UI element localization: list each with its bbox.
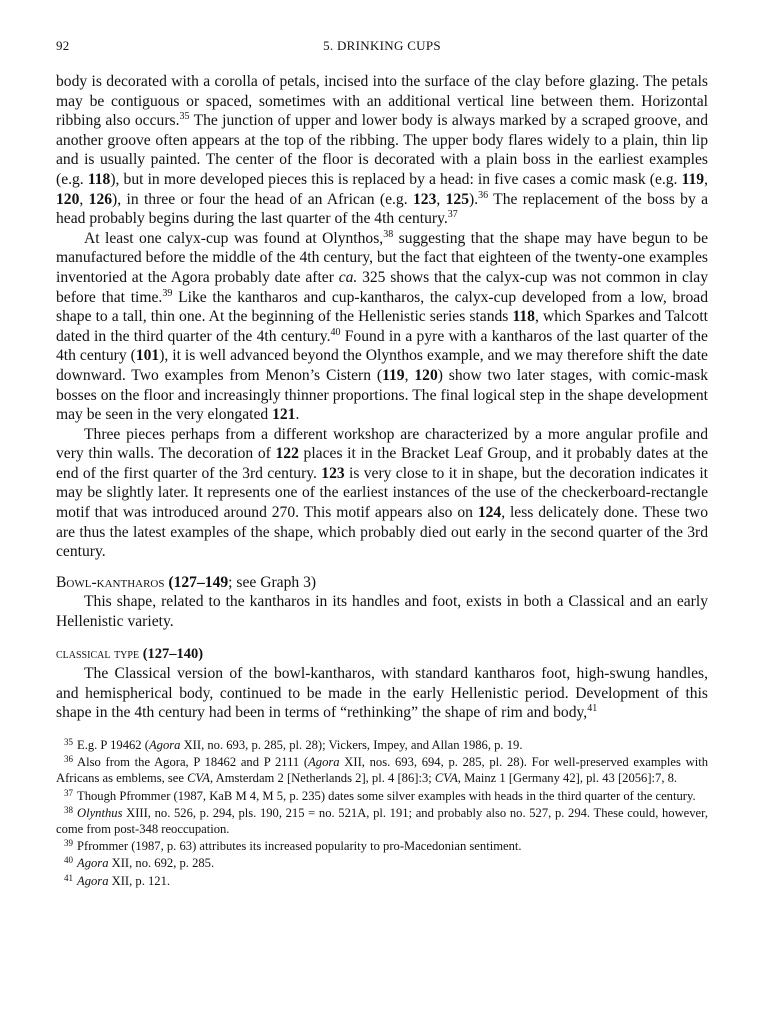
footnote-number: 41: [64, 872, 73, 883]
footnote-text: Also from the Agora, P 18462 and P 2111 (Agora XII, nos. 693, 694, p. 285, pl. 28). For well-preserved examples with Africans as emblems, see CVA, Amsterdam 2 [Netherlands 2], pl. 4 [86]:3; CVA, Mainz 1 [Germany 42], pl. 43 [2056]:7, 8.: [56, 755, 709, 786]
footnote-number: 36: [64, 754, 73, 765]
footnote-number: 39: [64, 838, 73, 849]
footnote: [56, 855, 708, 871]
footnote-number: 37: [64, 787, 73, 798]
footnote-number: 38: [64, 804, 73, 815]
chapter-title: 5. DRINKING CUPS: [323, 38, 441, 53]
footnote-text: Pfrommer (1987, p. 63) attributes its increased popularity to pro-Macedonian sentiment.: [77, 839, 522, 854]
footnote: [56, 754, 708, 786]
section-heading-range: (127–149: [168, 573, 229, 591]
footnote-number: 40: [64, 855, 73, 866]
footnote: [56, 805, 708, 837]
paragraph: Three pieces perhaps from a different workshop are characterized by a more angular profile and very thin walls. The decoration of 122 places it in the Bracket Leaf Group, and it probably dates at the end of the first quarter of the 3rd century. 123 is very close to it in shape, but the decoration indicates it may be slightly later. It represents one of the earliest instances of the use of the checkerboard-rectangle motif that was introduced around 270. This motif appears also on 124, less delicately done. These two are thus the latest examples of the shape, which probably died out early in the second quarter of the 3rd century.: [56, 425, 709, 561]
footnote-number: 35: [64, 737, 73, 747]
section-paragraph: This shape, related to the kantharos in its handles and foot, exists in both a Classical and an early Hellenistic variety.: [56, 593, 708, 631]
paragraph: body is decorated with a corolla of petals, incised into the surface of the clay before glazing. The petals may be contiguous or spaced, sometimes with an additional vertical line between them. Horizontal ribbing also occurs.$^{35}$ The junction of upper and lower body is always marked by a scraped groove, and another groove often appears at the top of the ribbing. The upper body flares widely to a plain, thin lip and is usually painted. The center of the floor is decorated with a plain boss in the earliest examples (e.g. 118), but in more developed pieces this is replaced by a head: in five cases a comic mask (e.g. 119, 120, 126), in three or four the head of an African (e.g. 123, 125).$^{36}$ The replacement of the boss by a head probably begins during the last quarter of the 4th century.$^{37}$: [56, 73, 709, 228]
footnote-text: Agora XII, no. 692, p. 285.: [77, 856, 215, 871]
main-text: [56, 72, 708, 723]
section-heading-rest: ; see Graph 3): [228, 573, 317, 591]
footnote-text: E.g. P 19462 (Agora XII, no. 693, p. 285, pl. 28); Vickers, Impey, and Allan 1986, p. 19.: [77, 738, 523, 752]
footnotes: [56, 737, 708, 889]
subsection-heading-range: (127–140): [142, 645, 204, 662]
section-heading-label: Bowl-kantharos: [56, 573, 165, 591]
subsection-heading-label: classical type: [56, 645, 140, 662]
footnote: [56, 838, 708, 854]
subsection-heading: [56, 645, 708, 665]
paragraph: At least one calyx-cup was found at Olynthos,$^{38}$ suggesting that the shape may have begun to be manufactured before the middle of the 4th century, but the fact that eighteen of the twenty-one examples inventoried at the Agora probably date after ca. 325 shows that the calyx-cup was not common in clay before that time.$^{39}$ Like the kantharos and cup-kantharos, the calyx-cup developed from a low, broad shape to a tall, thin one. At the beginning of the Hellenistic series stands 118, which Sparkes and Talcott dated in the third quarter of the 4th century.$^{40}$ Found in a pyre with a kantharos of the last quarter of the 4th century (101), it is well advanced beyond the Olynthos example, and we may therefore shift the date downward. Two examples from Menon’s Cistern (119, 120) show two later stages, with comic-mask bosses on the floor and increasingly thinner proportions. The final logical step in the shape development may be seen in the very elongated 121.: [56, 228, 709, 424]
footnote-text: Olynthus XIII, no. 526, p. 294, pls. 190, 215 = no. 521A, pl. 191; and probably also no. 527, p. 294. These could, however, come from post-348 reoccupation.: [56, 805, 708, 837]
footnote: [56, 737, 708, 753]
footnote: [56, 873, 708, 889]
subsection-paragraph: The Classical version of the bowl-kantharos, with standard kantharos foot, high-swung handles, and hemispherical body, continued to be made in the early Hellenistic period. Development of this shape in the 4th century had been in terms of “rethinking” the shape of rim and body,$^{41}$: [56, 665, 708, 722]
footnote: [56, 788, 708, 804]
running-head: [56, 38, 708, 60]
footnote-text: Though Pfrommer (1987, KaB M 4, M 5, p. 235) dates some silver examples with heads in the third quarter of the century.: [77, 788, 696, 803]
page-number: 92: [56, 38, 70, 53]
footnote-text: Agora XII, p. 121.: [77, 873, 171, 888]
section-heading: [56, 573, 708, 593]
book-page: [56, 38, 708, 890]
